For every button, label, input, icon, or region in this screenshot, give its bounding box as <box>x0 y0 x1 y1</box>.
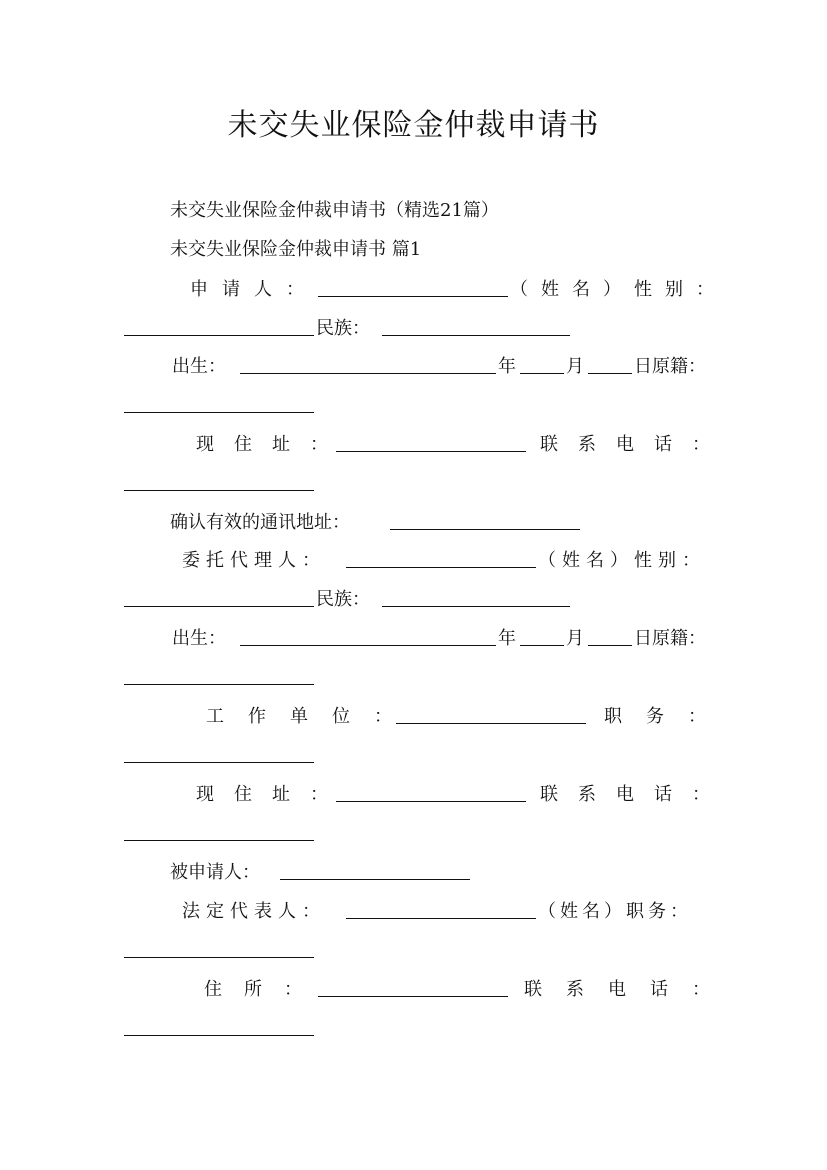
agent-ethnicity-field[interactable] <box>382 584 570 607</box>
applicant-birth-month-field[interactable] <box>520 351 564 374</box>
applicant-gender-line <box>0 313 827 345</box>
respondent-line <box>0 857 827 889</box>
agent-birth-day-field[interactable] <box>588 623 632 646</box>
applicant-birth-line <box>0 351 827 383</box>
agent-workplace-field[interactable] <box>396 701 586 724</box>
agent-origin-label: 日原籍： <box>634 628 706 649</box>
applicant-name-field[interactable] <box>318 274 508 297</box>
respondent-field[interactable] <box>280 857 470 880</box>
applicant-phone-field[interactable] <box>124 468 314 491</box>
agent-phone-line <box>0 818 827 850</box>
applicant-confirmed-address-field[interactable] <box>390 507 580 530</box>
agent-position-label: 职务： <box>604 706 730 727</box>
respondent-residence-label: 住所： <box>204 979 324 1000</box>
applicant-gender-label: （姓名）性别： <box>510 279 727 300</box>
applicant-name-line <box>0 274 827 306</box>
applicant-confirmed-address-label: 确认有效的通讯地址： <box>170 512 350 533</box>
applicant-origin-line <box>0 390 827 422</box>
applicant-gender-field[interactable] <box>124 313 314 336</box>
intro-text: 未交失业保险金仲裁申请书（精选21篇） <box>170 200 499 221</box>
applicant-origin-label: 日原籍： <box>634 356 706 377</box>
legal-rep-label: 法定代表人： <box>182 901 326 922</box>
respondent-phone-field[interactable] <box>124 1013 314 1036</box>
intro-line <box>0 195 827 227</box>
respondent-label: 被申请人： <box>170 862 260 883</box>
agent-workplace-label: 工作单位： <box>206 706 416 727</box>
legal-rep-position-label: （姓名）职务： <box>538 901 692 922</box>
agent-birth-label: 出生： <box>172 628 226 649</box>
agent-birth-year-field[interactable] <box>240 623 496 646</box>
applicant-address-field[interactable] <box>336 429 526 452</box>
agent-position-field[interactable] <box>124 740 314 763</box>
respondent-residence-line <box>0 974 827 1006</box>
agent-origin-line <box>0 662 827 694</box>
agent-origin-field[interactable] <box>124 662 314 685</box>
agent-gender-label: （姓名）性别： <box>538 550 706 571</box>
agent-phone-field[interactable] <box>124 818 314 841</box>
agent-gender-line <box>0 584 827 616</box>
applicant-confirmed-address-line <box>0 507 827 539</box>
agent-phone-label: 联系电话： <box>540 784 730 805</box>
applicant-origin-field[interactable] <box>124 390 314 413</box>
document-title: 未交失业保险金仲裁申请书 <box>227 108 600 143</box>
agent-ethnicity-label: 民族： <box>316 589 370 610</box>
agent-position-line <box>0 740 827 772</box>
agent-year-label: 年 <box>498 628 516 649</box>
applicant-phone-label: 联系电话： <box>540 434 730 455</box>
agent-gender-field[interactable] <box>124 584 314 607</box>
applicant-ethnicity-field[interactable] <box>382 313 570 336</box>
respondent-phone-label: 联系电话： <box>524 979 734 1000</box>
agent-address-label: 现住址： <box>196 784 348 805</box>
agent-name-field[interactable] <box>346 545 536 568</box>
subtitle-line <box>0 234 827 266</box>
agent-name-label: 委托代理人： <box>182 550 326 571</box>
agent-birth-line <box>0 623 827 655</box>
applicant-month-label: 月 <box>566 356 584 377</box>
applicant-birth-day-field[interactable] <box>588 351 632 374</box>
applicant-year-label: 年 <box>498 356 516 377</box>
legal-rep-line <box>0 896 827 928</box>
applicant-birth-year-field[interactable] <box>240 351 496 374</box>
applicant-birth-label: 出生： <box>172 356 226 377</box>
respondent-residence-field[interactable] <box>318 974 508 997</box>
legal-rep-position-line <box>0 935 827 967</box>
agent-address-line <box>0 779 827 811</box>
respondent-phone-line <box>0 1013 827 1045</box>
applicant-name-label: 申请人： <box>190 279 318 300</box>
agent-month-label: 月 <box>566 628 584 649</box>
applicant-phone-line <box>0 468 827 500</box>
applicant-address-line <box>0 429 827 461</box>
agent-address-field[interactable] <box>336 779 526 802</box>
agent-birth-month-field[interactable] <box>520 623 564 646</box>
agent-workplace-line <box>0 701 827 733</box>
legal-rep-name-field[interactable] <box>346 896 536 919</box>
legal-rep-position-field[interactable] <box>124 935 314 958</box>
subtitle-text: 未交失业保险金仲裁申请书 篇1 <box>170 239 422 260</box>
applicant-address-label: 现住址： <box>196 434 348 455</box>
applicant-ethnicity-label: 民族： <box>316 318 370 339</box>
agent-name-line <box>0 545 827 577</box>
